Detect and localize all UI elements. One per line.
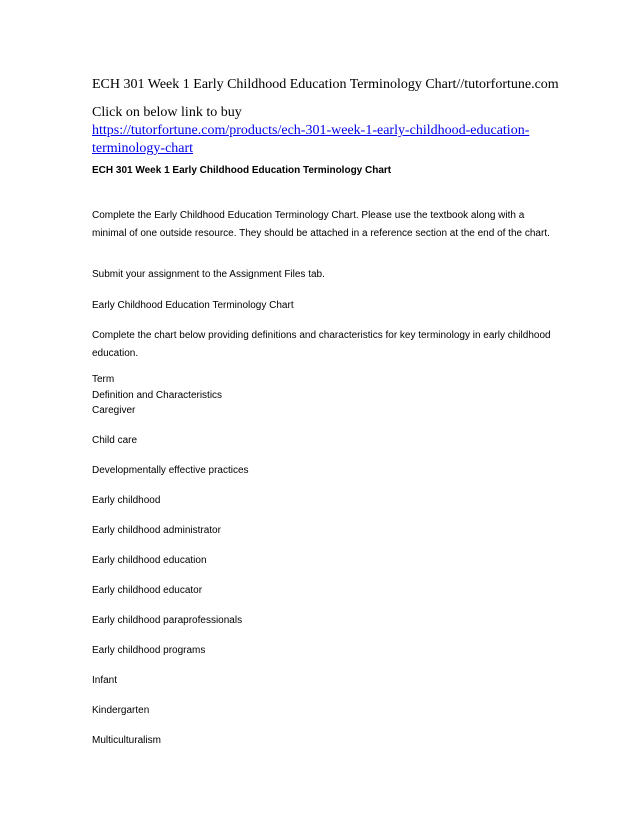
term-item: Early childhood administrator [92, 525, 221, 536]
term-item: Caregiver [92, 405, 136, 416]
term-item: Kindergarten [92, 705, 150, 716]
term-item: Early childhood education [92, 555, 207, 566]
term-item: Child care [92, 435, 138, 446]
document-title: ECH 301 Week 1 Early Childhood Education Terminology Chart//tutorfortune.com [92, 77, 559, 92]
term-item: Multiculturalism [92, 735, 161, 746]
product-link[interactable]: https://tutorfortune.com/products/ech-301-week-1-early-childhood-education-terminology-chart [92, 123, 530, 156]
column-header-definition: Definition and Characteristics [92, 390, 223, 401]
instructions-paragraph: Complete the Early Childhood Education Terminology Chart. Please use the textbook along with a minimal of one outside resource. They should be attached in a reference section at the end of the chart. [92, 210, 550, 239]
term-item: Early childhood programs [92, 645, 206, 656]
term-item: Early childhood educator [92, 585, 203, 596]
chart-title-paragraph: Early Childhood Education Terminology Chart [92, 300, 294, 311]
chart-instructions-paragraph: Complete the chart below providing definitions and characteristics for key terminology in early childhood education. [92, 330, 551, 359]
term-item: Infant [92, 675, 118, 686]
assignment-heading: ECH 301 Week 1 Early Childhood Education Terminology Chart [92, 165, 392, 176]
submission-paragraph: Submit your assignment to the Assignment Files tab. [92, 269, 325, 280]
term-item: Developmentally effective practices [92, 465, 249, 476]
column-header-term: Term [92, 374, 115, 385]
term-item: Early childhood [92, 495, 161, 506]
buy-instruction: Click on below link to buy [92, 105, 242, 120]
term-item: Early childhood paraprofessionals [92, 615, 243, 626]
